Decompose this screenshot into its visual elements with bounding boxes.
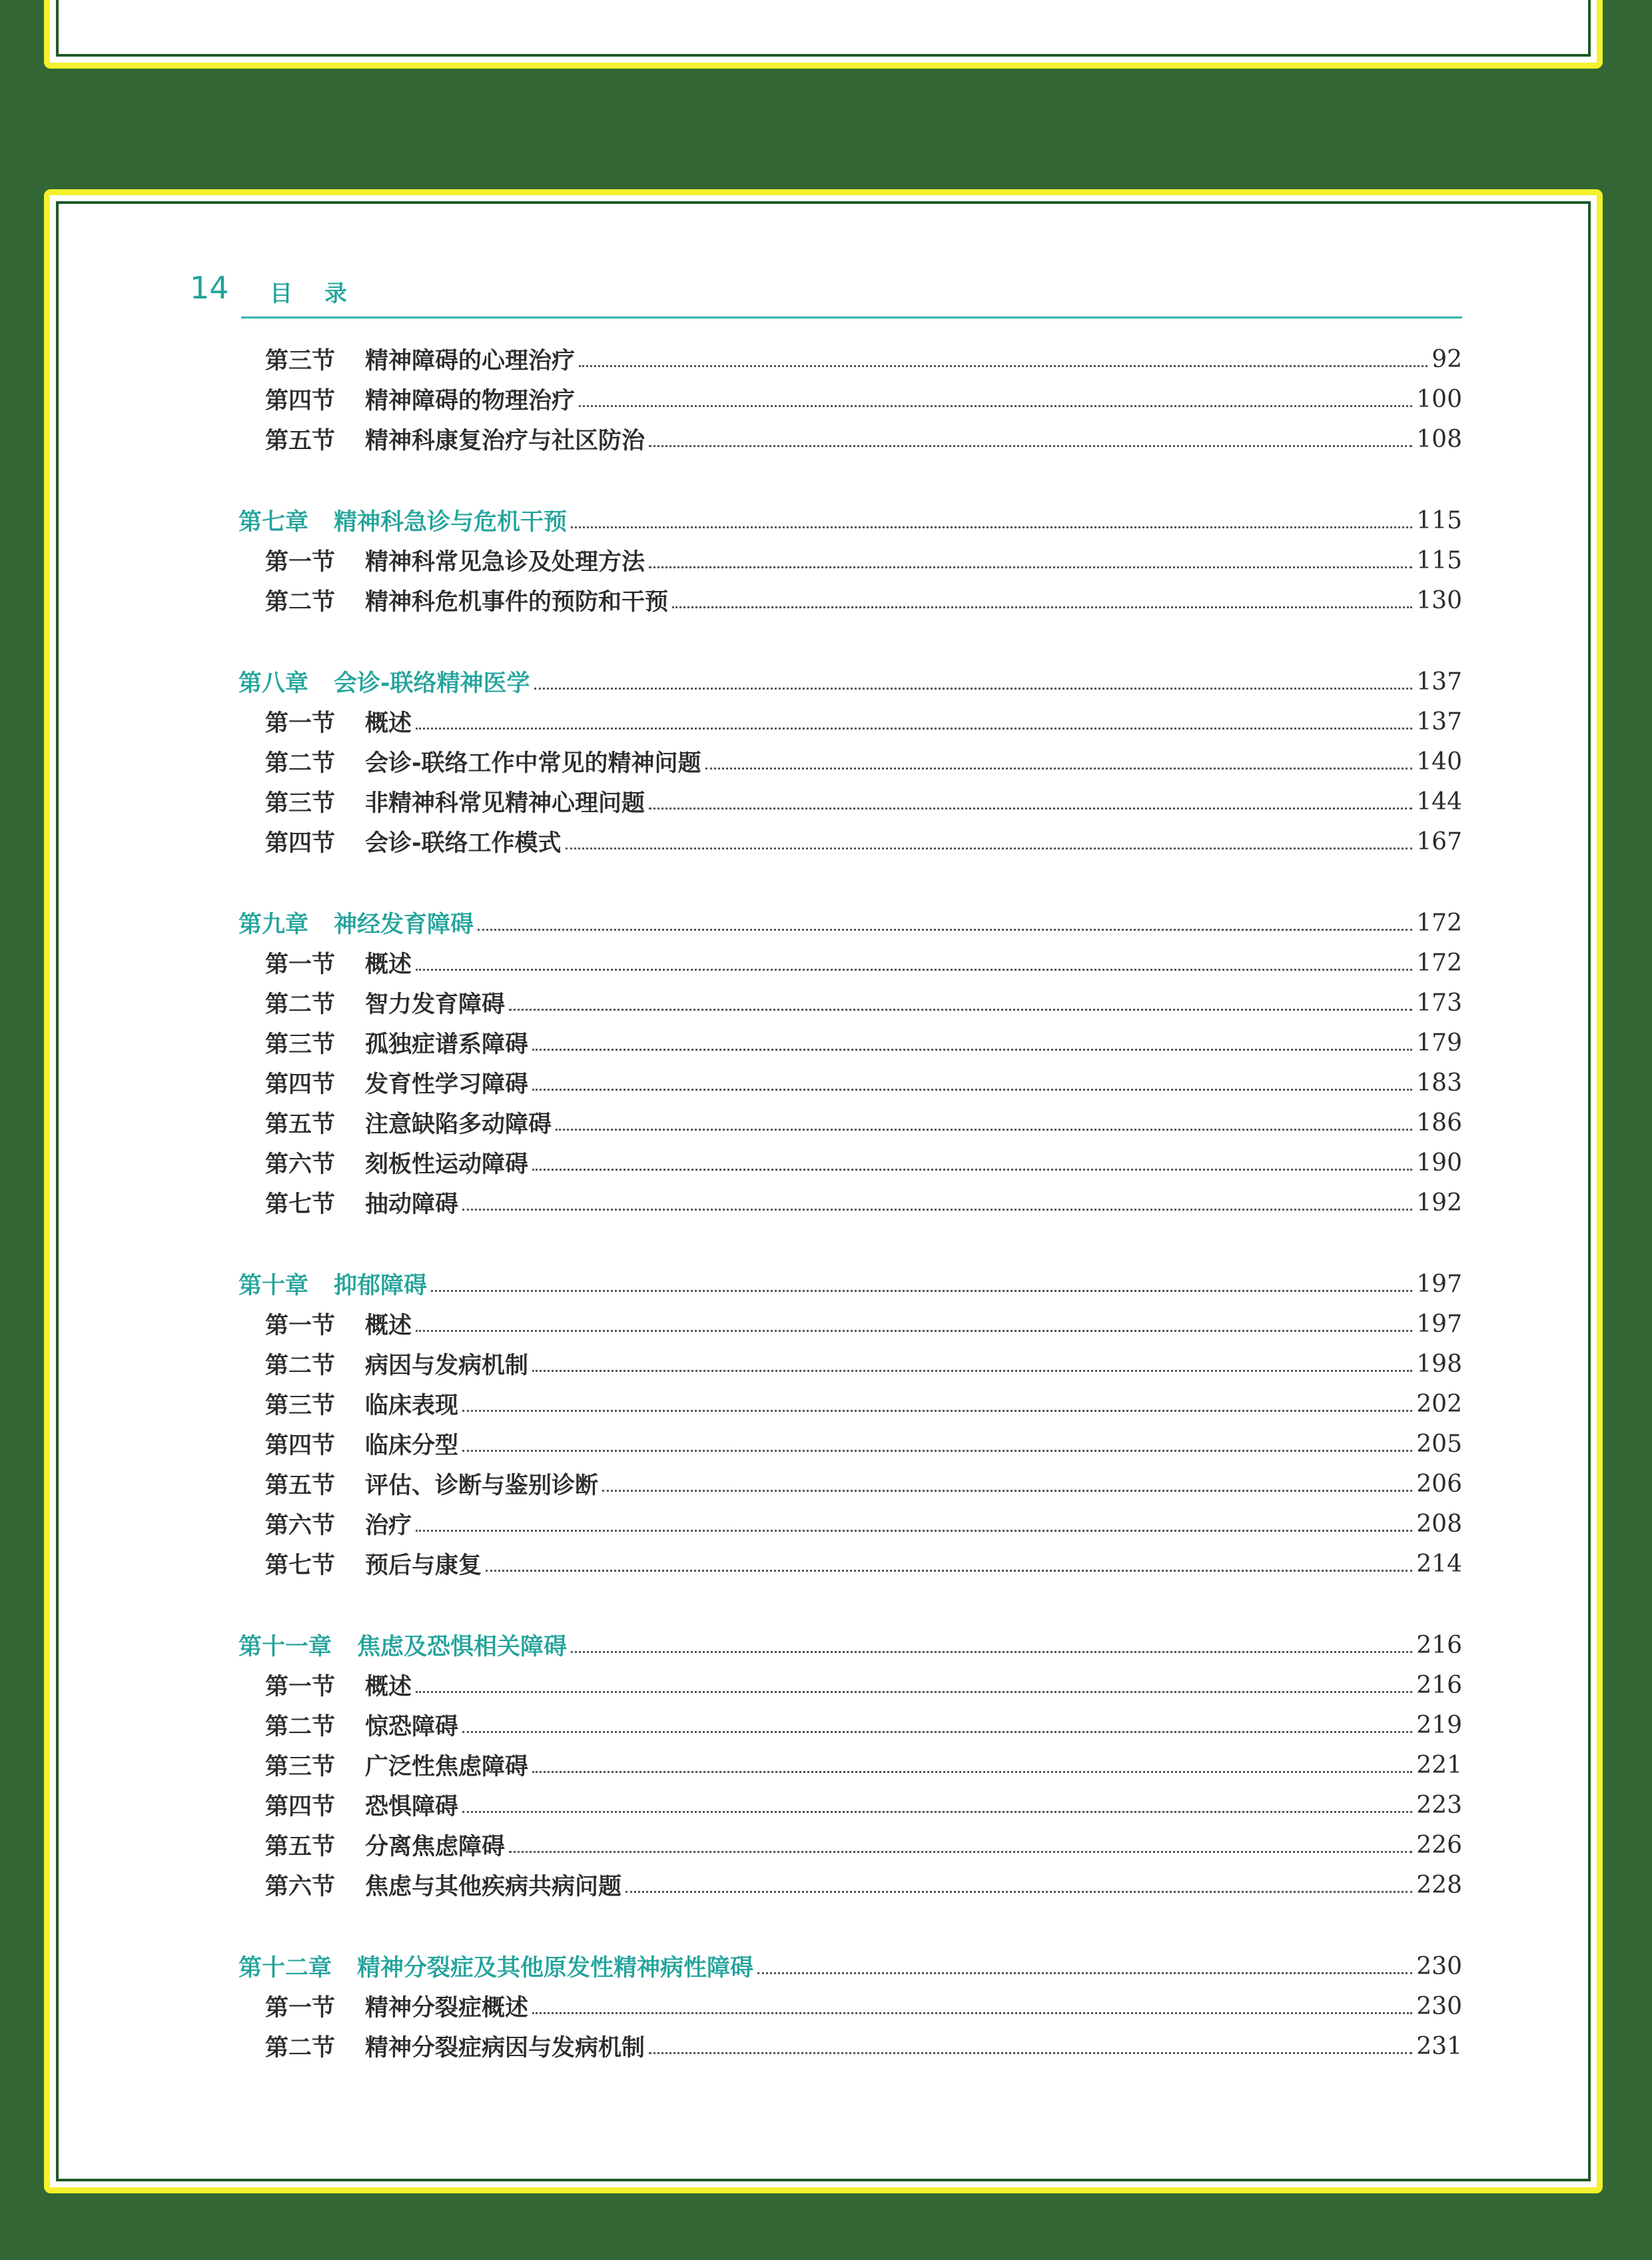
toc-entry-title: 精神障碍的心理治疗 <box>365 348 576 374</box>
toc-entry-page: 198 <box>1416 1350 1462 1378</box>
toc-entry-page: 100 <box>1416 385 1462 413</box>
toc-leader-dots <box>509 1009 1412 1011</box>
toc-section-entry <box>238 1465 1462 1502</box>
toc-leader-dots <box>478 929 1412 931</box>
toc-leader-dots <box>649 445 1412 447</box>
toc-entry-label: 第三节 <box>265 348 336 374</box>
toc-leader-dots <box>532 1089 1412 1091</box>
toc-section-entry <box>238 1987 1462 2025</box>
toc-chapter-entry <box>238 502 1462 539</box>
toc-leader-dots <box>462 1410 1412 1412</box>
toc-entry-title: 精神分裂症病因与发病机制 <box>365 2035 645 2061</box>
toc-entry-label: 第十一章 <box>238 1634 332 1660</box>
toc-entry-label: 第三节 <box>265 1031 336 1058</box>
toc-entry-label: 第一节 <box>265 1313 336 1339</box>
toc-chapter-entry <box>238 1626 1462 1664</box>
toc-leader-dots <box>757 1972 1412 1974</box>
toc-section-entry <box>238 1505 1462 1542</box>
toc-leader-dots <box>649 808 1412 810</box>
toc-leader-dots <box>462 1450 1412 1452</box>
toc-section-entry <box>238 1666 1462 1704</box>
toc-entry-page: 167 <box>1416 828 1462 855</box>
toc-section-entry <box>238 944 1462 981</box>
toc-entry-label: 第一节 <box>265 1995 336 2021</box>
toc-section-entry <box>238 1024 1462 1061</box>
toc-entry-title: 会诊-联络工作中常见的精神问题 <box>365 750 701 777</box>
toc-entry-title: 惊恐障碍 <box>365 1714 459 1740</box>
toc-entry-title: 病因与发病机制 <box>365 1353 529 1379</box>
toc-entry-title: 精神科急诊与危机干预 <box>334 509 568 536</box>
toc-section-entry <box>238 582 1462 619</box>
toc-entry-page: 173 <box>1416 989 1462 1017</box>
toc-entry-page: 115 <box>1416 506 1462 534</box>
toc-leader-dots <box>532 1370 1412 1372</box>
toc-entry-label: 第四节 <box>265 1071 336 1098</box>
toc-entry-label: 第八章 <box>238 670 309 697</box>
toc-chapter-entry <box>238 663 1462 700</box>
toc-entry-title: 精神科常见急诊及处理方法 <box>365 549 645 576</box>
toc-section-entry <box>238 783 1462 820</box>
toc-leader-dots <box>462 1731 1412 1733</box>
toc-entry-label: 第六节 <box>265 1874 336 1900</box>
toc-entry-page: 205 <box>1416 1430 1462 1458</box>
toc-section-entry <box>238 1104 1462 1141</box>
toc-section-entry <box>238 380 1462 418</box>
toc-entry-page: 192 <box>1416 1189 1462 1217</box>
toc-leader-dots <box>602 1490 1412 1492</box>
toc-entry-label: 第二节 <box>265 991 336 1018</box>
toc-leader-dots <box>705 768 1413 770</box>
toc-page-card <box>44 189 1603 2193</box>
toc-leader-dots <box>649 566 1412 568</box>
toc-entry-title: 抑郁障碍 <box>334 1273 428 1299</box>
toc-chapter-entry <box>238 1265 1462 1303</box>
toc-entry-page: 230 <box>1416 1992 1462 2020</box>
toc-entry-title: 概述 <box>365 1674 412 1700</box>
toc-section-entry <box>238 1866 1462 1904</box>
toc-entry-title: 非精神科常见精神心理问题 <box>365 790 645 817</box>
toc-entry-title: 分离焦虑障碍 <box>365 1834 506 1860</box>
toc-entry-page: 226 <box>1416 1831 1462 1859</box>
toc-leader-dots <box>625 1891 1412 1893</box>
toc-section-entry <box>238 1144 1462 1181</box>
toc-entry-label: 第一节 <box>265 710 336 737</box>
toc-section-entry <box>238 703 1462 740</box>
toc-entry-label: 第七章 <box>238 509 309 536</box>
toc-entry-page: 230 <box>1416 1952 1462 1980</box>
toc-entry-label: 第七节 <box>265 1191 336 1218</box>
toc-leader-dots <box>534 688 1413 690</box>
toc-leader-dots <box>532 1169 1412 1171</box>
toc-leader-dots <box>416 1330 1412 1332</box>
toc-entry-label: 第四节 <box>265 388 336 414</box>
toc-entry-label: 第一节 <box>265 549 336 576</box>
toc-chapter-entry <box>238 904 1462 941</box>
toc-entry-page: 92 <box>1432 345 1462 373</box>
toc-leader-dots <box>509 1851 1412 1853</box>
toc-leader-dots <box>486 1570 1412 1572</box>
toc-entry-label: 第二节 <box>265 1353 336 1379</box>
toc-entry-page: 197 <box>1416 1270 1462 1298</box>
toc-entry-page: 214 <box>1416 1550 1462 1578</box>
toc-entry-label: 第五节 <box>265 1834 336 1860</box>
toc-entry-label: 第一节 <box>265 1674 336 1700</box>
toc-section-entry <box>238 1746 1462 1784</box>
toc-section-entry <box>238 1345 1462 1383</box>
toc-section-entry <box>238 984 1462 1021</box>
toc-entry-label: 第七节 <box>265 1552 336 1579</box>
toc-leader-dots <box>579 405 1412 407</box>
toc-section-entry <box>238 1786 1462 1824</box>
toc-entry-title: 概述 <box>365 1313 412 1339</box>
toc-entry-title: 预后与康复 <box>365 1552 482 1579</box>
toc-entry-page: 197 <box>1416 1310 1462 1338</box>
toc-section-entry <box>238 823 1462 860</box>
toc-entry-page: 216 <box>1416 1671 1462 1699</box>
toc-entry-title: 广泛性焦虑障碍 <box>365 1754 529 1780</box>
toc-entry-label: 第四节 <box>265 830 336 857</box>
toc-section-entry <box>238 2027 1462 2065</box>
toc-entry-label: 第十章 <box>238 1273 309 1299</box>
toc-entry-label: 第二节 <box>265 1714 336 1740</box>
toc-leader-dots <box>672 606 1412 608</box>
toc-leader-dots <box>431 1290 1412 1292</box>
toc-entry-page: 190 <box>1416 1149 1462 1177</box>
toc-entry-title: 刻板性运动障碍 <box>365 1151 529 1178</box>
toc-entry-label: 第二节 <box>265 589 336 616</box>
toc-entry-title: 神经发育障碍 <box>334 911 474 938</box>
toc-entry-title: 会诊-联络精神医学 <box>334 670 530 697</box>
toc-entry-title: 概述 <box>365 710 412 737</box>
toc-entry-label: 第五节 <box>265 428 336 454</box>
toc-section-entry <box>238 1706 1462 1744</box>
toc-entry-page: 108 <box>1416 425 1462 453</box>
toc-entry-label: 第十二章 <box>238 1955 332 1981</box>
toc-entry-label: 第六节 <box>265 1512 336 1539</box>
toc-entry-title: 治疗 <box>365 1512 412 1539</box>
toc-entry-title: 抽动障碍 <box>365 1191 459 1218</box>
toc-leader-dots <box>416 1691 1412 1693</box>
toc-section-entry <box>238 1425 1462 1462</box>
toc-leader-dots <box>566 848 1413 849</box>
toc-entry-title: 临床分型 <box>365 1432 459 1459</box>
toc-entry-label: 第四节 <box>265 1794 336 1820</box>
toc-leader-dots <box>462 1811 1412 1813</box>
toc-leader-dots <box>532 1771 1412 1773</box>
toc-section-entry <box>238 542 1462 579</box>
toc-entry-label: 第三节 <box>265 790 336 817</box>
toc-entry-page: 202 <box>1416 1390 1462 1418</box>
page-title: 目录 <box>270 281 379 307</box>
toc-entry-page: 179 <box>1416 1029 1462 1057</box>
toc-entry-title: 孤独症谱系障碍 <box>365 1031 529 1058</box>
toc-entry-page: 186 <box>1416 1109 1462 1137</box>
toc-entry-title: 智力发育障碍 <box>365 991 506 1018</box>
toc-entry-page: 130 <box>1416 586 1462 614</box>
toc-entry-label: 第四节 <box>265 1432 336 1459</box>
toc-entry-page: 172 <box>1416 909 1462 937</box>
toc-section-entry <box>238 420 1462 458</box>
toc-section-entry <box>238 1305 1462 1343</box>
toc-leader-dots <box>532 2012 1412 2014</box>
toc-leader-dots <box>416 728 1412 730</box>
toc-entry-page: 140 <box>1416 748 1462 776</box>
toc-section-entry <box>238 1064 1462 1101</box>
toc-section-entry <box>238 1385 1462 1422</box>
toc-leader-dots <box>579 365 1428 367</box>
toc-entry-title: 发育性学习障碍 <box>365 1071 529 1098</box>
table-of-contents <box>50 195 1597 2187</box>
toc-entry-label: 第五节 <box>265 1111 336 1138</box>
toc-entry-label: 第九章 <box>238 911 309 938</box>
toc-chapter-entry <box>238 1948 1462 1985</box>
toc-entry-page: 228 <box>1416 1871 1462 1899</box>
toc-section-entry <box>238 1184 1462 1221</box>
toc-leader-dots <box>556 1129 1412 1131</box>
toc-entry-title: 精神科康复治疗与社区防治 <box>365 428 645 454</box>
toc-entry-page: 221 <box>1416 1751 1462 1779</box>
toc-entry-page: 115 <box>1416 546 1462 574</box>
toc-section-entry <box>238 340 1462 378</box>
toc-leader-dots <box>416 969 1412 971</box>
toc-entry-page: 144 <box>1416 788 1462 816</box>
toc-entry-page: 219 <box>1416 1711 1462 1739</box>
toc-leader-dots <box>416 1530 1412 1532</box>
toc-section-entry <box>238 1545 1462 1582</box>
toc-entry-label: 第二节 <box>265 2035 336 2061</box>
toc-entry-label: 第五节 <box>265 1472 336 1499</box>
toc-entry-title: 会诊-联络工作模式 <box>365 830 562 857</box>
toc-leader-dots <box>571 1651 1412 1653</box>
toc-entry-title: 精神科危机事件的预防和干预 <box>365 589 669 616</box>
toc-leader-dots <box>462 1209 1412 1211</box>
toc-entry-title: 评估、诊断与鉴别诊断 <box>365 1472 599 1499</box>
toc-entry-label: 第三节 <box>265 1754 336 1780</box>
toc-section-entry <box>238 743 1462 780</box>
toc-leader-dots <box>649 2052 1412 2054</box>
toc-entry-title: 概述 <box>365 951 412 978</box>
toc-entry-page: 183 <box>1416 1069 1462 1097</box>
toc-entry-title: 焦虑与其他疾病共病问题 <box>365 1874 622 1900</box>
page-number: 14 <box>190 270 229 306</box>
toc-entry-page: 231 <box>1416 2032 1462 2060</box>
toc-leader-dots <box>532 1049 1412 1051</box>
previous-page-card <box>44 0 1603 69</box>
toc-entry-title: 精神分裂症概述 <box>365 1995 529 2021</box>
toc-entry-label: 第一节 <box>265 951 336 978</box>
toc-entry-title: 精神障碍的物理治疗 <box>365 388 576 414</box>
toc-entry-page: 137 <box>1416 708 1462 736</box>
toc-entry-page: 206 <box>1416 1470 1462 1498</box>
toc-entry-title: 注意缺陷多动障碍 <box>365 1111 552 1138</box>
toc-entry-page: 172 <box>1416 949 1462 977</box>
toc-entry-label: 第六节 <box>265 1151 336 1178</box>
toc-entry-title: 精神分裂症及其他原发性精神病性障碍 <box>357 1955 754 1981</box>
toc-entry-page: 208 <box>1416 1510 1462 1538</box>
toc-entry-page: 137 <box>1416 668 1462 696</box>
toc-leader-dots <box>571 526 1412 528</box>
toc-entry-page: 223 <box>1416 1791 1462 1819</box>
toc-entry-page: 216 <box>1416 1631 1462 1659</box>
toc-entry-title: 恐惧障碍 <box>365 1794 459 1820</box>
toc-entry-title: 临床表现 <box>365 1393 459 1419</box>
toc-section-entry <box>238 1826 1462 1864</box>
toc-entry-label: 第二节 <box>265 750 336 777</box>
toc-entry-label: 第三节 <box>265 1393 336 1419</box>
toc-entry-title: 焦虑及恐惧相关障碍 <box>357 1634 568 1660</box>
